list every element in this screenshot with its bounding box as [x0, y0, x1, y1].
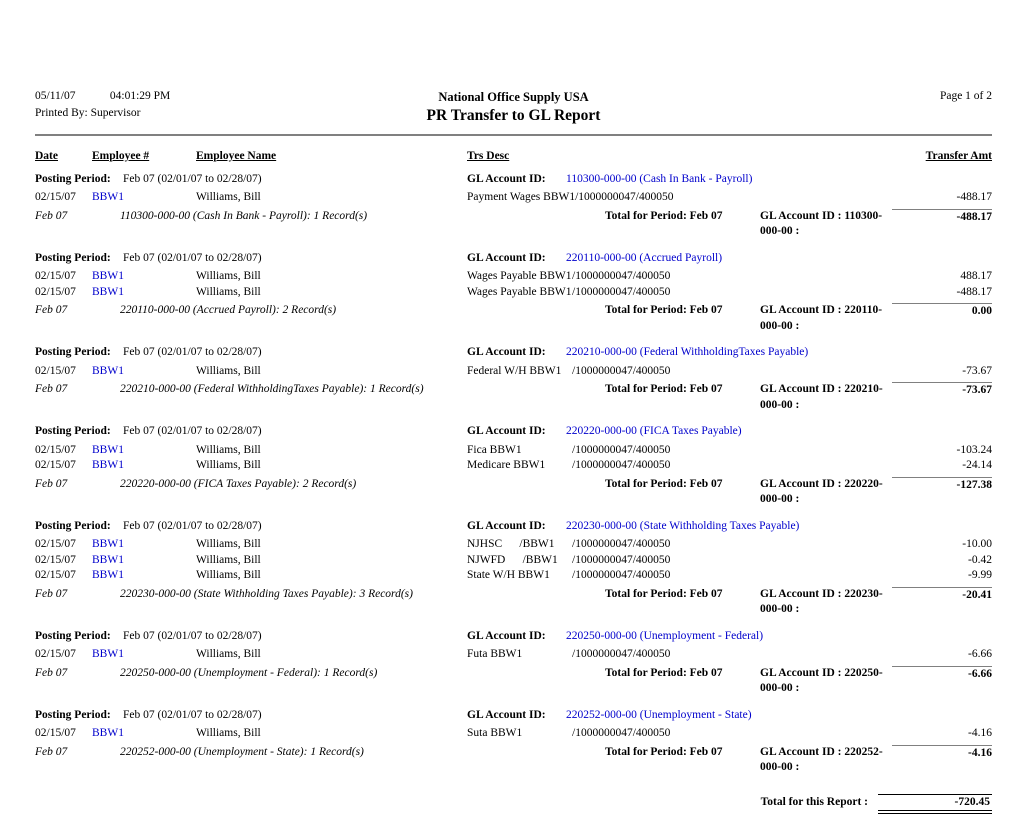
- trs-acct: 400050: [635, 285, 671, 298]
- header-left: [35, 90, 315, 119]
- summary-period: Feb 07: [35, 745, 68, 758]
- trs-ref: /1000000047/: [575, 191, 639, 203]
- trs-desc: NJHSC /BBW1: [467, 538, 555, 550]
- total-amount: -73.67: [892, 382, 992, 413]
- row-date: 02/15/07: [35, 553, 76, 566]
- trs-acct: 400050: [635, 569, 671, 581]
- employee-link[interactable]: BBW1: [92, 538, 124, 550]
- transfer-amount: -488.17: [956, 191, 992, 203]
- total-gl-label: GL Account ID : 110300-000-00 :: [760, 209, 883, 237]
- summary-desc: 220210-000-00 (Federal WithholdingTaxes Payable): 1 Record(s): [120, 383, 424, 395]
- gl-section: [35, 172, 992, 240]
- table-row: [35, 726, 992, 742]
- total-gl-label: GL Account ID : 220210-000-00 :: [760, 383, 883, 411]
- posting-period-label: Posting Period:: [35, 629, 111, 642]
- total-period-label: Total for Period: Feb 07: [605, 304, 723, 316]
- gl-account-link[interactable]: 220250-000-00 (Unemployment - Federal): [566, 629, 764, 642]
- trs-ref: /1000000047/: [572, 459, 636, 471]
- total-period-label: Total for Period: Feb 07: [605, 666, 723, 679]
- total-gl-label: GL Account ID : 220220-000-00 :: [760, 477, 883, 505]
- gl-account-label: GL Account ID:: [467, 172, 546, 185]
- header-divider: [35, 134, 992, 136]
- employee-link[interactable]: BBW1: [92, 364, 124, 377]
- employee-name: Williams, Bill: [196, 285, 261, 298]
- employee-link[interactable]: BBW1: [92, 191, 124, 203]
- table-row: [35, 553, 992, 569]
- table-row: [35, 443, 992, 459]
- trs-desc: Payment Wages BBW1: [467, 191, 576, 203]
- gl-account-label: GL Account ID:: [467, 251, 546, 264]
- trs-acct: 400050: [639, 191, 674, 203]
- row-date: 02/15/07: [35, 364, 76, 377]
- section-summary: [35, 477, 992, 508]
- summary-desc: 220110-000-00 (Accrued Payroll): 2 Record(s): [120, 304, 337, 316]
- col-employee-name: Employee Name: [196, 150, 277, 162]
- section-summary: [35, 303, 992, 334]
- section-summary: [35, 382, 992, 413]
- trs-desc: Medicare BBW1: [467, 459, 546, 471]
- print-datetime: [35, 90, 315, 102]
- total-amount: -6.66: [892, 666, 992, 697]
- gl-account-label: GL Account ID:: [467, 629, 546, 642]
- total-amount: -127.38: [892, 477, 992, 508]
- transfer-amount: -6.66: [968, 648, 992, 660]
- gl-account-label: GL Account ID:: [467, 346, 546, 358]
- trs-acct: 400050: [635, 364, 671, 377]
- table-row: [35, 537, 992, 553]
- trs-ref: /1000000047/: [572, 364, 636, 377]
- trs-desc: NJWFD /BBW1: [467, 553, 558, 566]
- summary-period: Feb 07: [35, 383, 68, 395]
- row-date: 02/15/07: [35, 727, 76, 739]
- gl-section: [35, 424, 992, 508]
- transfer-amount: -103.24: [956, 443, 992, 456]
- gl-account-link[interactable]: 220210-000-00 (Federal WithholdingTaxes Payable): [566, 346, 809, 358]
- table-row: [35, 285, 992, 301]
- report-header: [35, 90, 992, 125]
- table-row: [35, 458, 992, 474]
- print-time: 04:01:29 PM: [109, 90, 171, 102]
- col-transfer-amt: Transfer Amt: [925, 150, 992, 162]
- posting-period-value: Feb 07 (02/01/07 to 02/28/07): [123, 172, 262, 185]
- summary-period: Feb 07: [35, 666, 68, 679]
- trs-desc: State W/H BBW1: [467, 569, 550, 581]
- summary-period: Feb 07: [35, 304, 68, 316]
- transfer-amount: -0.42: [968, 553, 992, 566]
- posting-period-label: Posting Period:: [35, 425, 111, 437]
- report-title: PR Transfer to GL Report: [426, 107, 601, 124]
- total-gl-label: GL Account ID : 220252-000-00 :: [760, 745, 883, 773]
- gl-section: [35, 629, 992, 697]
- print-date: 05/11/07: [35, 90, 76, 102]
- page-number: Page 1 of 2: [939, 90, 992, 102]
- header-center: [315, 90, 712, 125]
- trs-acct: 400050: [635, 648, 671, 660]
- section-summary: [35, 745, 992, 776]
- total-period-label: Total for Period: Feb 07: [605, 745, 723, 758]
- trs-desc: Wages Payable BBW1: [467, 285, 572, 298]
- col-trs-desc: Trs Desc: [467, 150, 510, 162]
- posting-period-label: Posting Period:: [35, 346, 111, 358]
- row-date: 02/15/07: [35, 569, 76, 581]
- gl-account-label: GL Account ID:: [467, 708, 546, 721]
- row-date: 02/15/07: [35, 443, 76, 456]
- row-date: 02/15/07: [35, 538, 76, 550]
- trs-ref: /1000000047/: [572, 553, 636, 566]
- col-date: Date: [35, 150, 58, 162]
- summary-period: Feb 07: [35, 209, 68, 222]
- total-period-label: Total for Period: Feb 07: [605, 477, 723, 490]
- employee-name: Williams, Bill: [196, 553, 261, 566]
- column-headers: [35, 149, 992, 165]
- employee-name: Williams, Bill: [196, 727, 261, 739]
- trs-desc: Wages Payable BBW1: [467, 270, 572, 282]
- gl-section: [35, 519, 992, 618]
- total-period-label: Total for Period: Feb 07: [605, 209, 723, 222]
- gl-account-link[interactable]: 220110-000-00 (Accrued Payroll): [566, 251, 723, 264]
- posting-period-value: Feb 07 (02/01/07 to 02/28/07): [123, 425, 262, 437]
- total-period-label: Total for Period: Feb 07: [605, 383, 723, 395]
- trs-desc: Fica BBW1: [467, 443, 522, 456]
- total-amount: -488.17: [892, 209, 992, 240]
- transfer-amount: 488.17: [960, 270, 992, 282]
- summary-period: Feb 07: [35, 587, 68, 600]
- table-row: [35, 269, 992, 285]
- employee-link[interactable]: BBW1: [92, 443, 124, 456]
- section-summary: [35, 666, 992, 697]
- gl-account-link[interactable]: 110300-000-00 (Cash In Bank - Payroll): [566, 172, 753, 185]
- trs-ref: /1000000047/: [572, 727, 636, 739]
- summary-period: Feb 07: [35, 477, 68, 490]
- employee-name: Williams, Bill: [196, 569, 261, 581]
- gl-section: [35, 251, 992, 335]
- employee-name: Williams, Bill: [196, 364, 261, 377]
- row-date: 02/15/07: [35, 191, 76, 203]
- employee-link[interactable]: BBW1: [92, 727, 124, 739]
- posting-period-label: Posting Period:: [35, 519, 111, 532]
- employee-name: Williams, Bill: [196, 443, 261, 456]
- transfer-amount: -9.99: [968, 569, 992, 581]
- summary-desc: 220252-000-00 (Unemployment - State): 1 Record(s): [120, 745, 364, 758]
- gl-account-link[interactable]: 220220-000-00 (FICA Taxes Payable): [566, 425, 742, 437]
- row-date: 02/15/07: [35, 285, 76, 298]
- gl-account-link[interactable]: 220252-000-00 (Unemployment - State): [566, 708, 752, 721]
- printed-by: Printed By: Supervisor: [35, 107, 141, 119]
- posting-period-label: Posting Period:: [35, 251, 111, 264]
- row-date: 02/15/07: [35, 270, 76, 282]
- employee-link[interactable]: BBW1: [92, 569, 124, 581]
- company-name: National Office Supply USA: [438, 90, 589, 104]
- trs-acct: 400050: [635, 270, 671, 282]
- trs-ref: /1000000047/: [572, 569, 636, 581]
- posting-period-value: Feb 07 (02/01/07 to 02/28/07): [123, 629, 262, 642]
- posting-period-value: Feb 07 (02/01/07 to 02/28/07): [123, 251, 262, 264]
- trs-acct: 400050: [635, 459, 671, 471]
- total-amount: -4.16: [892, 745, 992, 776]
- gl-account-link[interactable]: 220230-000-00 (State Withholding Taxes Payable): [566, 519, 800, 532]
- employee-link[interactable]: BBW1: [92, 285, 124, 298]
- total-amount: 0.00: [892, 303, 992, 334]
- transfer-amount: -73.67: [962, 364, 992, 377]
- report-total-label: Total for this Report :: [760, 795, 868, 808]
- trs-ref: /1000000047/: [572, 285, 636, 298]
- employee-name: Williams, Bill: [196, 270, 261, 282]
- report-total: [35, 794, 992, 814]
- employee-link[interactable]: BBW1: [92, 459, 124, 471]
- section-summary: [35, 209, 992, 240]
- gl-section: [35, 345, 992, 413]
- total-period-label: Total for Period: Feb 07: [605, 587, 723, 600]
- section-summary: [35, 587, 992, 618]
- table-row: [35, 568, 992, 584]
- posting-period-value: Feb 07 (02/01/07 to 02/28/07): [123, 346, 262, 358]
- total-gl-label: GL Account ID : 220230-000-00 :: [760, 587, 883, 615]
- trs-acct: 400050: [635, 727, 671, 739]
- trs-desc: Suta BBW1: [467, 727, 523, 739]
- total-gl-label: GL Account ID : 220250-000-00 :: [760, 666, 883, 694]
- row-date: 02/15/07: [35, 648, 76, 660]
- trs-acct: 400050: [635, 538, 671, 550]
- table-row: [35, 647, 992, 663]
- gl-account-label: GL Account ID:: [467, 425, 546, 437]
- trs-ref: /1000000047/: [572, 443, 636, 456]
- employee-name: Williams, Bill: [196, 538, 261, 550]
- transfer-amount: -24.14: [962, 459, 992, 471]
- trs-desc: Federal W/H BBW1: [467, 364, 562, 377]
- posting-period-label: Posting Period:: [35, 708, 111, 721]
- posting-period-value: Feb 07 (02/01/07 to 02/28/07): [123, 708, 262, 721]
- trs-acct: 400050: [635, 553, 671, 566]
- summary-desc: 220250-000-00 (Unemployment - Federal): 1 Record(s): [120, 666, 378, 679]
- summary-desc: 110300-000-00 (Cash In Bank - Payroll): 1 Record(s): [120, 209, 368, 222]
- trs-acct: 400050: [635, 443, 671, 456]
- trs-desc: Futa BBW1: [467, 648, 523, 660]
- gl-section: [35, 708, 992, 776]
- transfer-amount: -4.16: [968, 727, 992, 739]
- employee-link[interactable]: BBW1: [92, 648, 124, 660]
- employee-name: Williams, Bill: [196, 191, 261, 203]
- total-gl-label: GL Account ID : 220110-000-00 :: [760, 304, 883, 332]
- posting-period-label: Posting Period:: [35, 172, 111, 185]
- total-amount: -20.41: [892, 587, 992, 618]
- employee-name: Williams, Bill: [196, 648, 261, 660]
- employee-name: Williams, Bill: [196, 459, 261, 471]
- employee-link[interactable]: BBW1: [92, 270, 124, 282]
- trs-ref: /1000000047/: [572, 648, 636, 660]
- report-total-amount: -720.45: [878, 794, 992, 814]
- table-row: [35, 190, 992, 206]
- employee-link[interactable]: BBW1: [92, 553, 124, 566]
- trs-ref: /1000000047/: [572, 270, 636, 282]
- col-employee-no: Employee #: [92, 150, 150, 162]
- transfer-amount: -10.00: [962, 538, 992, 550]
- table-row: [35, 364, 992, 380]
- transfer-amount: -488.17: [956, 285, 992, 298]
- posting-period-value: Feb 07 (02/01/07 to 02/28/07): [123, 519, 262, 532]
- row-date: 02/15/07: [35, 459, 76, 471]
- summary-desc: 220230-000-00 (State Withholding Taxes Payable): 3 Record(s): [120, 587, 413, 600]
- gl-account-label: GL Account ID:: [467, 519, 546, 532]
- trs-ref: /1000000047/: [572, 538, 636, 550]
- summary-desc: 220220-000-00 (FICA Taxes Payable): 2 Record(s): [120, 477, 357, 490]
